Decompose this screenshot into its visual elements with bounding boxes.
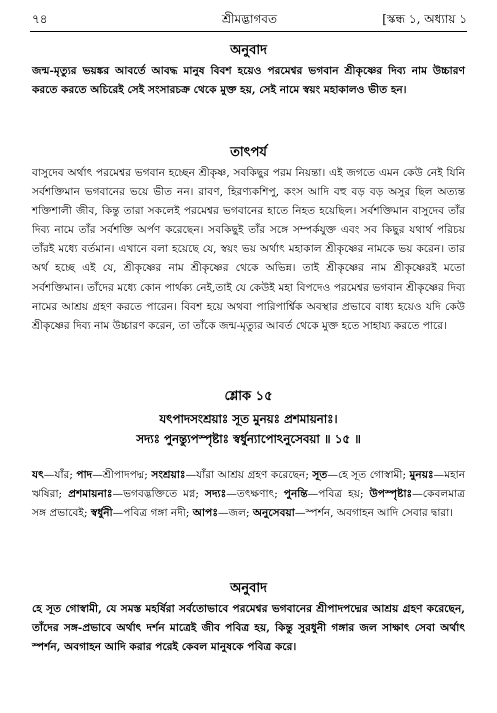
- verse-heading: শ্লোক ১৫: [224, 389, 273, 404]
- synonym-word: পাদ: [76, 469, 93, 481]
- verse-line-1: যৎপাদসংশ্রয়াঃ সূত মুনয়ঃ প্রশমায়নাঃ।: [159, 412, 338, 426]
- synonym-meaning: পবিত্র গঙ্গা নদী: [123, 507, 186, 520]
- synonym-word: অনুসেবয়া: [252, 507, 295, 520]
- purport-text: বাসুদেব অর্থাৎ পরমেশ্বর ভগবান হচ্ছেন শ্রীকৃষ্ণ, সবকিছুর পরম নিয়ন্তা। এই জগতে এমন কেউ নেই যিনি সর্বশক্তিমান ভগবানের ভয়ে ভীত নন। রাবণ, হিরণ্যকশিপু, কংস আদি বহু বড় বড় অসুর ছিল অত্যন্ত শক্তিশালী জীব, কিন্তু তারা সকলেই পরমেশ্বর ভগবানের হাতে নিহত হয়েছিল। সর্বশক্তিমান বাসুদেব তাঁর দিব্য নামে তাঁর সর্বশক্তি অর্পণ করেছেন। সবকিছুই তাঁর সঙ্গে সম্পর্কযুক্ত এবং সব কিছুর যথার্থ পরিচয় তাঁরই মধ্যে বর্তমান। এখানে বলা হয়েছে যে, স্বয়ং ভয় অর্থাৎ মহাকাল শ্রীকৃষ্ণের নামকে ভয় করেন। তার অর্থ হচ্ছে এই যে, শ্রীকৃষ্ণের নাম শ্রীকৃষ্ণের থেকে অভিন্ন। তাই শ্রীকৃষ্ণের নাম শ্রীকৃষ্ণেরই মতো সর্বশক্তিমান। তাঁদের মধ্যে কোন পার্থক্য নেই,তাই যে কেউই মহা বিপদেও পরমেশ্বর ভগবান শ্রীকৃষ্ণের দিব্য নামের আশ্রয় গ্রহণ করতে পারেন। বিবশ হয়ে অথবা পারিপার্শ্বিক অবস্থার প্রভাবে বাধ্য হয়েও যদি কেউ শ্রীকৃষ্ণের দিব্য নাম উচ্চারণ করেন, তা তাঁকে জন্ম-মৃত্যুর আবর্ত থেকে মুক্ত হতে সাহায্য করতে পারে।: [32, 167, 465, 332]
- translation-heading: অনুবাদ: [230, 43, 267, 58]
- synonym-word: উপস্পৃষ্টাঃ: [369, 488, 413, 501]
- synonym-meaning: যাঁরা আশ্রয় গ্রহণ করেছেন: [196, 469, 306, 481]
- synonym-entry: সদ্যঃ—তৎক্ষণাৎ: [204, 488, 275, 501]
- synonym-meaning: যাঁর: [54, 469, 70, 481]
- synonym-meaning: তৎক্ষণাৎ: [236, 488, 275, 501]
- synonym-word: সংশ্রয়াঃ: [151, 469, 186, 481]
- synonym-word: আপঃ: [192, 507, 218, 520]
- translation-text-2: হে সূত গোস্বামী, যে সমস্ত মহর্ষিরা সর্বতোভাবে পরমেশ্বর ভগবানের শ্রীপাদপদ্মের আশ্রয় গ্রহণ করেছেন, তাঁদের সঙ্গ-প্রভাবে অর্থাৎ দর্শন মাত্রেই জীব পবিত্র হয়, কিন্তু সুরধুনী গঙ্গার জল সাক্ষাৎ সেবা অর্থাৎ স্পর্শন, অবগাহন আদি করার পরেই কেবল মানুষকে পবিত্র করে।: [32, 603, 465, 654]
- synonym-entry: মুনয়ঃ—মহান ঋষিরা: [32, 469, 466, 501]
- synonym-entry: অনুসেবয়া—স্পর্শন, অবগাহন আদি সেবার দ্বারা।: [252, 507, 454, 520]
- synonym-meaning: পবিত্র হয়: [318, 488, 360, 501]
- book-title: শ্রীমদ্ভাগবত: [221, 12, 277, 26]
- synonym-meaning: স্পর্শন, অবগাহন আদি সেবার দ্বারা।: [305, 507, 454, 520]
- synonym-word: প্রশমায়নাঃ: [68, 488, 113, 501]
- purport-heading: তাৎপর্য: [230, 145, 267, 160]
- synonym-meaning: হে সূত গোস্বামী: [337, 469, 403, 481]
- synonym-meaning: কেবলমাত্র সঙ্গ প্রভাবেই: [32, 488, 466, 520]
- verse-line-2: সদ্যঃ পুনন্ত্যুপস্পৃষ্টাঃ স্বর্ধুন্যাপোঽনুসেবয়া ॥ ১৫ ॥: [136, 432, 361, 446]
- synonym-meaning: মহান ঋষিরা: [32, 469, 466, 501]
- synonym-word: যৎ: [32, 469, 44, 481]
- translation-heading-2: অনুবাদ: [230, 581, 267, 596]
- running-header: [32, 10, 467, 28]
- page-number: ৭৪: [32, 12, 48, 26]
- header-rule: [30, 31, 467, 32]
- synonym-entry: স্বর্ধুনী—পবিত্র গঙ্গা নদী: [90, 507, 186, 520]
- synonym-entry: সূত—হে সূত গোস্বামী: [312, 469, 403, 481]
- synonym-entry: সংশ্রয়াঃ—যাঁরা আশ্রয় গ্রহণ করেছেন: [151, 469, 306, 481]
- translation-text: জন্ম-মৃত্যুর ভয়ঙ্কর আবর্তে আবদ্ধ মানুষ বিবশ হয়েও পরমেশ্বর ভগবান শ্রীকৃষ্ণের দিব্য নাম উচ্চারণ করতে করতে অচিরেই সেই সংসারচক্র থেকে মুক্ত হয়, সেই নামে স্বয়ং মহাকালও ভীত হন।: [32, 65, 465, 97]
- synonym-meaning: ভগবদ্ভক্তিতে মগ্ন: [123, 488, 196, 501]
- chapter-reference: [স্কন্ধ ১, অধ্যায় ১: [382, 12, 467, 26]
- synonym-meaning: শ্রীপাদপদ্ম: [102, 469, 145, 481]
- synonym-entry: পাদ—শ্রীপাদপদ্ম: [76, 469, 145, 481]
- synonym-entry: যৎ—যাঁর: [32, 469, 70, 481]
- synonym-word: সূত: [312, 469, 328, 481]
- synonym-meaning: জল: [228, 507, 246, 520]
- synonym-entry: আপঃ—জল: [192, 507, 246, 520]
- word-for-word-synonyms: যৎ—যাঁর; পাদ—শ্রীপাদপদ্ম; সংশ্রয়াঃ—যাঁরা আশ্রয় গ্রহণ করেছেন; সূত—হে সূত গোস্বামী; মুনয়ঃ—মহান ঋষিরা; প্রশমায়নাঃ—ভগবদ্ভক্তিতে মগ্ন; সদ্যঃ—তৎক্ষণাৎ; পুনন্তি—পবিত্র হয়; উপস্পৃষ্টাঃ—কেবলমাত্র সঙ্গ প্রভাবেই; স্বর্ধুনী—পবিত্র গঙ্গা নদী; আপঃ—জল; অনুসেবয়া—স্পর্শন, অবগাহন আদি সেবার দ্বারা।: [32, 469, 466, 520]
- synonym-entry: উপস্পৃষ্টাঃ—কেবলমাত্র সঙ্গ প্রভাবেই: [32, 488, 466, 520]
- synonym-word: পুনন্তি: [283, 488, 308, 501]
- synonym-entry: প্রশমায়নাঃ—ভগবদ্ভক্তিতে মগ্ন: [68, 488, 196, 501]
- synonym-word: মুনয়ঃ: [409, 469, 434, 481]
- synonym-word: সদ্যঃ: [204, 488, 227, 501]
- synonym-word: স্বর্ধুনী: [90, 507, 113, 520]
- synonym-entry: পুনন্তি—পবিত্র হয়: [283, 488, 360, 501]
